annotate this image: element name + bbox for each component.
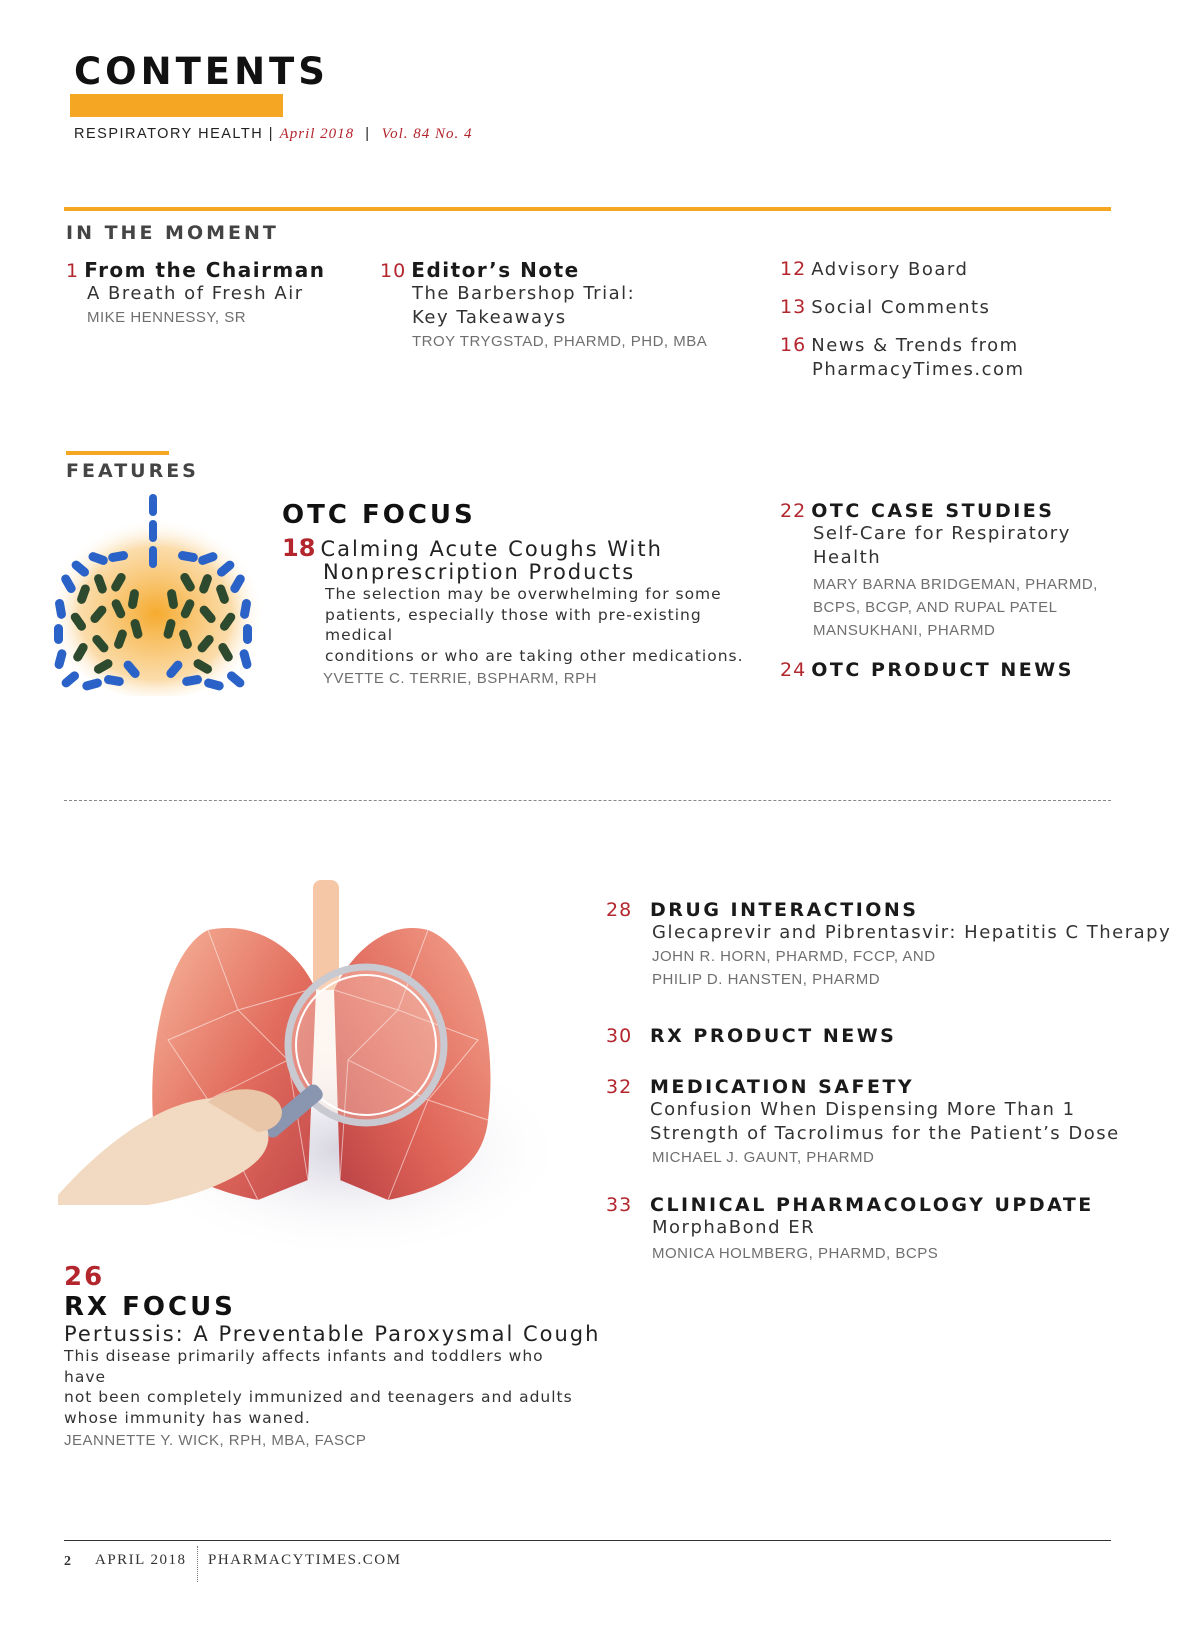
entry-subtitle: MorphaBond ER: [652, 1217, 816, 1238]
footer-site[interactable]: PHARMACYTIMES.COM: [208, 1552, 402, 1568]
footer-date: APRIL 2018: [95, 1552, 187, 1568]
entry-title: RX PRODUCT NEWS: [650, 1025, 897, 1047]
toc-entry-chairman[interactable]: [66, 258, 366, 329]
section-divider: [64, 800, 1111, 801]
page-title: CONTENTS: [74, 50, 329, 93]
entry-title: OTC CASE STUDIES: [811, 500, 1055, 522]
page-number: 13: [780, 296, 807, 318]
separator: |: [268, 126, 275, 142]
toc-entry-drug-interactions[interactable]: [606, 899, 1172, 991]
separator: |: [365, 126, 371, 142]
page-number: 28: [606, 899, 633, 921]
toc-entry-medication-safety[interactable]: [606, 1076, 1120, 1169]
entry-title: DRUG INTERACTIONS: [650, 899, 919, 921]
page-number: 12: [780, 258, 807, 280]
entry-title: MEDICATION SAFETY: [650, 1076, 915, 1098]
entry-title: News & Trends from: [811, 335, 1019, 356]
issue-line: [74, 126, 473, 143]
page-number: 33: [606, 1194, 633, 1216]
section-label-in-the-moment: IN THE MOMENT: [66, 222, 279, 244]
feature-description: The selection may be overwhelming for some: [325, 585, 722, 603]
feature-description: not been completely immunized and teenagers and adults: [64, 1388, 573, 1406]
page-number: 22: [780, 500, 807, 522]
entry-title: Social Comments: [811, 297, 991, 318]
toc-entry-otc-case-studies[interactable]: [780, 500, 1110, 642]
issue-volume: Vol. 84 No. 4: [381, 126, 473, 142]
toc-entry-editors-note[interactable]: [380, 258, 740, 353]
section-label-features: FEATURES: [66, 460, 199, 482]
page-number: 26: [64, 1262, 105, 1292]
toc-entry-otc-product-news[interactable]: [780, 659, 1074, 681]
entry-subtitle: Confusion When Dispensing More Than 1: [650, 1099, 1076, 1120]
pill-lungs-illustration: [44, 494, 264, 696]
section-name: RESPIRATORY HEALTH: [74, 126, 264, 142]
page-number: 10: [380, 260, 407, 282]
feature-heading: RX FOCUS: [64, 1292, 236, 1322]
page-number: 1: [66, 260, 80, 282]
entry-title: Advisory Board: [811, 259, 969, 280]
entry-subtitle: Health: [813, 547, 882, 568]
entry-author: PHILIP D. HANSTEN, PHARMD: [652, 971, 881, 988]
page-number: 16: [780, 334, 807, 356]
entry-title: Editor’s Note: [411, 258, 580, 282]
entry-title: OTC PRODUCT NEWS: [811, 659, 1074, 681]
toc-entry-advisory-board[interactable]: [780, 258, 968, 282]
page-number: 30: [606, 1025, 633, 1047]
toc-entry-social-comments[interactable]: [780, 296, 990, 320]
feature-title-cont: Nonprescription Products: [323, 560, 636, 584]
entry-title: From the Chairman: [84, 258, 326, 282]
feature-author: YVETTE C. TERRIE, BSPHARM, RPH: [323, 670, 597, 687]
entry-author: MIKE HENNESSY, SR: [87, 309, 247, 326]
footer-divider: [197, 1546, 198, 1582]
lungs-magnifier-illustration: [58, 870, 558, 1270]
feature-description: conditions or who are taking other medications.: [325, 646, 744, 665]
entry-subtitle: Key Takeaways: [412, 307, 567, 328]
entry-author: MANSUKHANI, PHARMD: [813, 622, 996, 639]
feature-description: patients, especially those with pre-existing medical: [325, 605, 702, 644]
issue-date: April 2018: [279, 126, 355, 142]
entry-author: MICHAEL J. GAUNT, PHARMD: [652, 1149, 875, 1166]
title-accent-bar: [70, 94, 283, 117]
entry-subtitle: The Barbershop Trial:: [412, 283, 636, 304]
page-number: 18: [282, 534, 316, 562]
entry-title-cont: PharmacyTimes.com: [812, 359, 1025, 380]
entry-subtitle: Glecaprevir and Pibrentasvir: Hepatitis C Therapy: [652, 922, 1172, 943]
toc-entry-clinical-pharmacology[interactable]: [606, 1194, 1106, 1265]
feature-author: JEANNETTE Y. WICK, RPH, MBA, FASCP: [64, 1432, 367, 1449]
entry-title: CLINICAL PHARMACOLOGY UPDATE: [650, 1194, 1094, 1216]
entry-author: JOHN R. HORN, PHARMD, FCCP, AND: [652, 948, 936, 965]
entry-subtitle: Self-Care for Respiratory: [813, 523, 1071, 544]
page-number: 24: [780, 659, 807, 681]
toc-entry-rx-focus[interactable]: [64, 1262, 601, 1452]
features-accent-bar: [66, 451, 169, 455]
entry-author: TROY TRYGSTAD, PHARMD, PHD, MBA: [412, 333, 708, 350]
toc-entry-otc-focus[interactable]: [282, 500, 752, 690]
page-number: 32: [606, 1076, 633, 1098]
footer-page-number: 2: [64, 1554, 73, 1569]
entry-author: MONICA HOLMBERG, PHARMD, BCPS: [652, 1245, 939, 1262]
feature-title: Calming Acute Coughs With: [320, 537, 663, 561]
feature-heading: OTC FOCUS: [282, 500, 476, 530]
toc-entry-rx-product-news[interactable]: [606, 1025, 896, 1047]
feature-description: whose immunity has waned.: [64, 1408, 311, 1427]
entry-subtitle: Strength of Tacrolimus for the Patient’s Dose: [650, 1123, 1120, 1144]
entry-author: BCPS, BCGP, AND RUPAL PATEL: [813, 599, 1058, 616]
footer-rule: [64, 1540, 1111, 1541]
top-rule: [64, 207, 1111, 211]
entry-subtitle: A Breath of Fresh Air: [87, 283, 304, 304]
feature-description: This disease primarily affects infants and toddlers who have: [64, 1347, 544, 1386]
toc-entry-news-trends[interactable]: [780, 334, 1025, 382]
feature-title: Pertussis: A Preventable Paroxysmal Cough: [64, 1322, 601, 1346]
entry-author: MARY BARNA BRIDGEMAN, PHARMD,: [813, 576, 1098, 593]
